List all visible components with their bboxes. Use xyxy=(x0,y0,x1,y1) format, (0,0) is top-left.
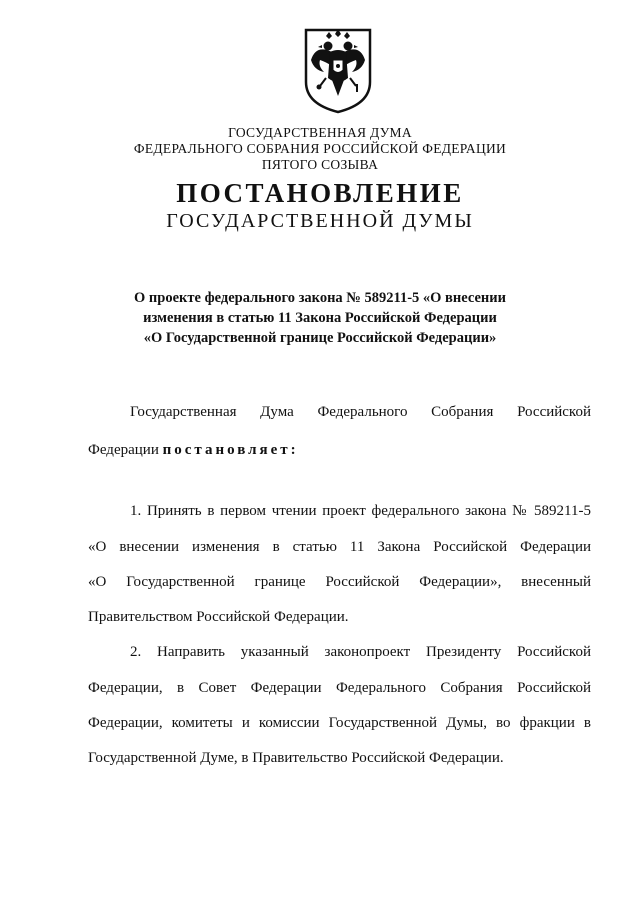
paragraph-1-line-4: Правительством Российской Федерации. xyxy=(88,609,349,625)
coat-of-arms-icon xyxy=(302,26,374,114)
header-line-3: ПЯТОГО СОЗЫВА xyxy=(261,157,379,172)
paragraph-2-line-4: Государственной Думе, в Правительство Российской Федерации. xyxy=(88,750,504,766)
subject-line-3: «О Государственной границе Российской Федерации» xyxy=(143,330,497,346)
document-issuer-title: ГОСУДАРСТВЕННОЙ ДУМЫ xyxy=(166,210,474,232)
subject-line-2: изменения в статью 11 Закона Российской Федерации xyxy=(143,310,497,326)
header-line-2: ФЕДЕРАЛЬНОГО СОБРАНИЯ РОССИЙСКОЙ ФЕДЕРАЦИИ xyxy=(133,141,507,156)
header-line-1: ГОСУДАРСТВЕННАЯ ДУМА xyxy=(228,125,412,140)
paragraph-2-line-2: Федерации, в Совет Федерации Федерального Собрания Российской xyxy=(88,680,591,696)
paragraph-2-line-3: Федерации, комитеты и комиссии Государственной Думы, во фракции в xyxy=(88,715,591,731)
paragraph-1-line-2: «О внесении изменения в статью 11 Закона Российской Федерации xyxy=(88,539,591,555)
subject-line-1: О проекте федерального закона № 589211-5 «О внесении xyxy=(134,290,506,306)
document-type-title: ПОСТАНОВЛЕНИЕ xyxy=(176,178,464,208)
preamble-resolves-word: постановляет: xyxy=(162,442,299,458)
preamble-line-2 xyxy=(88,440,591,460)
paragraph-2-line-1: 2. Направить указанный законопроект Президенту Российской xyxy=(130,644,591,660)
paragraph-1-line-1: 1. Принять в первом чтении проект федерального закона № 589211-5 xyxy=(130,503,591,519)
preamble-line-2-prefix: Федерации xyxy=(88,442,159,458)
paragraph-1-line-3: «О Государственной границе Российской Федерации», внесенный xyxy=(88,574,591,590)
preamble-line-1: Государственная Дума Федерального Собрания Российской xyxy=(130,404,591,420)
